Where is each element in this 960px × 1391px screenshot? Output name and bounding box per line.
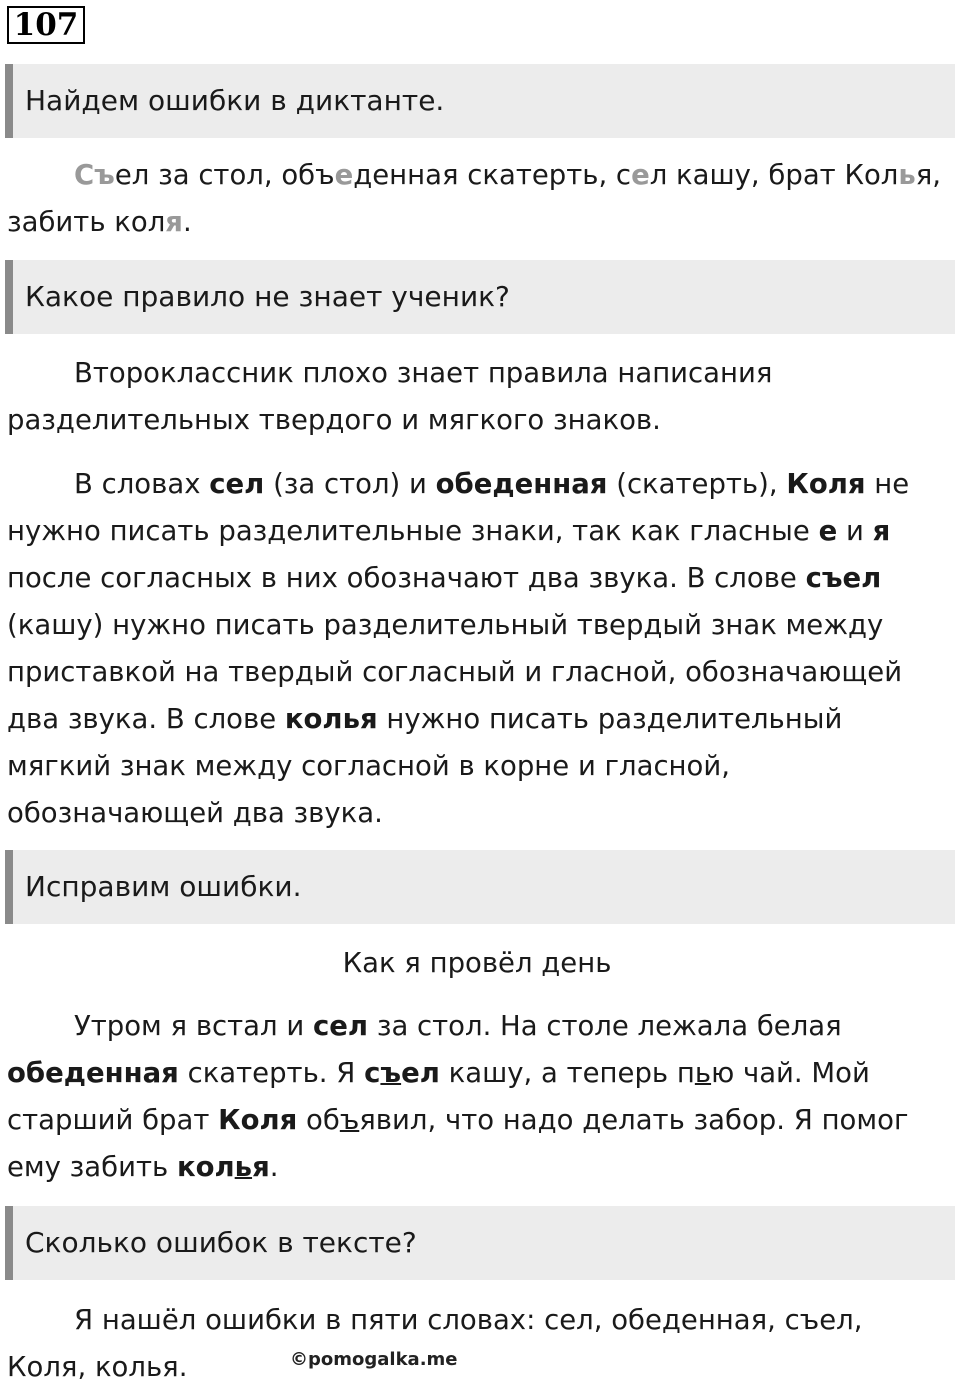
exercise-number: 107 [7,6,85,44]
rule-explanation: В словах сел (за стол) и обеденная (скатерть), Коля не нужно писать разделительные знаки, так как гласные е и я после согласных в них обозначают два звука. В слове съел (кашу) нужно писать разделительный твердый знак между приставкой на твердый согласный и гласной, обозначающей два звука. В слове колья нужно писать разделительный мягкий знак между согласной в корне и гласной, обозначающей два звука. [7,468,910,829]
count-answer: Я нашёл ошибки в пяти словах: сел, обеденная, съел, Коля, колья. [7,1304,863,1383]
section-heading-fix-errors: Исправим ошибки. [5,850,955,924]
section-heading-count: Сколько ошибок в тексте? [5,1206,955,1280]
watermark: ©pomogalka.me [290,1349,458,1370]
corrected-text: Утром я встал и сел за стол. На столе лежала белая обеденная скатерть. Я съел кашу, а теперь пью чай. Мой старший брат Коля объявил, что надо делать забор. Я помог ему забить колья. [7,1010,909,1183]
rule-answer: Второклассник плохо знает правила написания разделительных твердого и мягкого знаков. [7,357,773,436]
section-heading-rule: Какое правило не знает ученик? [5,260,955,334]
story-title: Как я провёл день [342,947,612,979]
section-heading-find-errors: Найдем ошибки в диктанте. [5,64,955,138]
dictation-text: Съел за стол, объеденная скатерть, сел кашу, брат Колья, забить коля. [7,159,942,238]
